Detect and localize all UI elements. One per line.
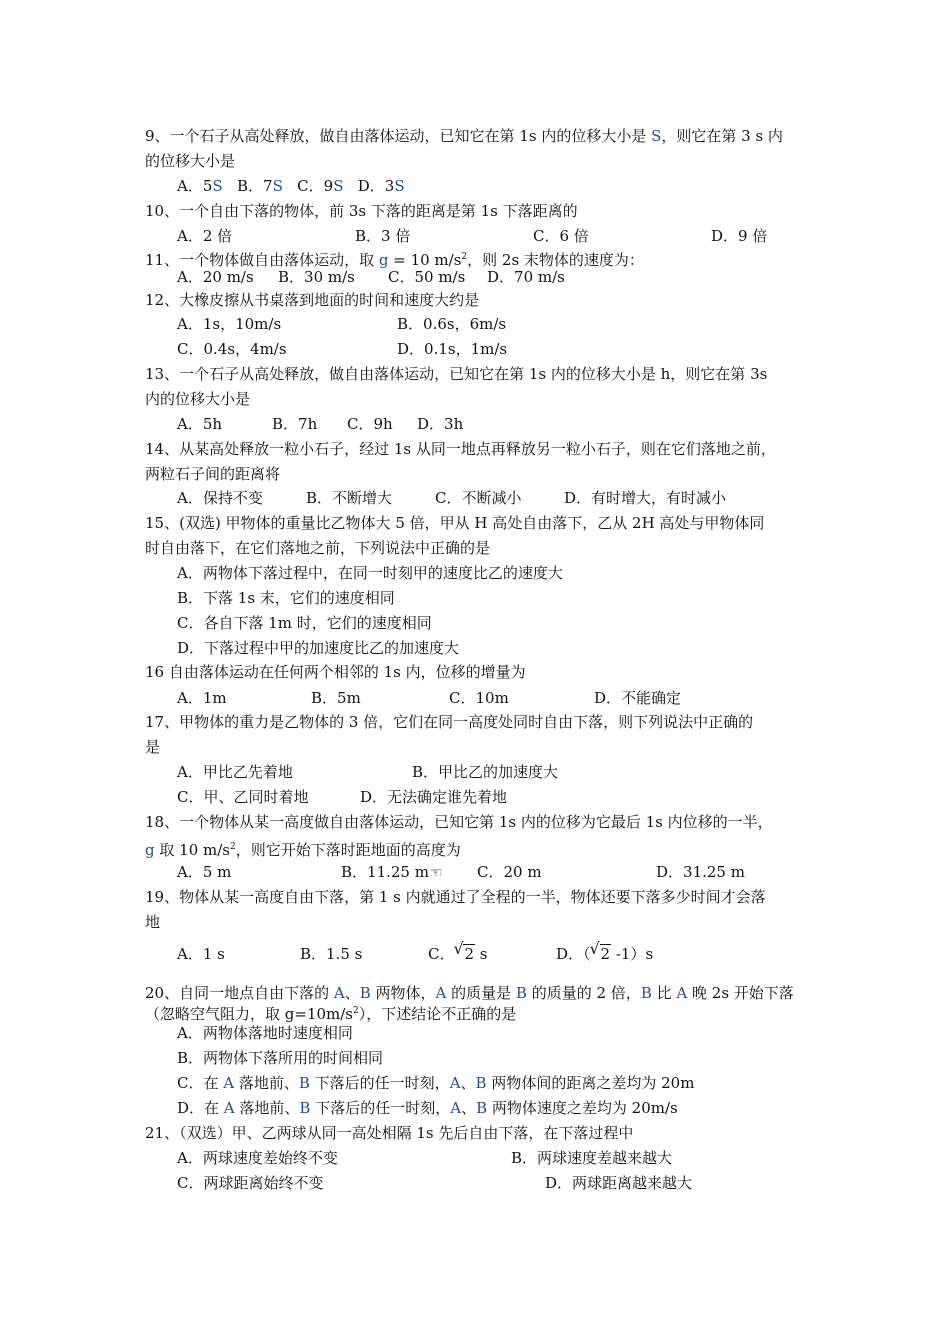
q11-option-b: B．30 m/s [278, 268, 355, 286]
q14-stem-line1: 14、从某高处释放一粒小石子，经过 1s 从同一地点再释放另一粒小石子，则在它们落地之前， [145, 440, 776, 458]
q17-option-d: D．无法确定谁先着地 [360, 788, 508, 806]
q16-option-a: A．1m [177, 689, 227, 707]
q14-option-b: B．不断增大 [306, 489, 393, 507]
q18-option-a: A．5 m [177, 863, 232, 881]
q12-option-c: C．0.4s，4m/s [177, 340, 287, 358]
q16-option-b: B．5m [311, 689, 361, 707]
q15-option-c: C．各自下落 1m 时，它们的速度相同 [177, 614, 432, 632]
q13-option-b: B．7h [272, 415, 318, 433]
q20-stem-line2: （忽略空气阻力，取 $g=10m/s^2$），下述结论不正确的是 [145, 1005, 517, 1023]
q15-stem-line2: 时自由落下，在它们落地之前，下列说法中正确的是 [145, 539, 491, 557]
q15-option-d: D．下落过程中甲的加速度比乙的加速度大 [177, 639, 460, 657]
q15-option-b: B．下落 1s 末，它们的速度相同 [177, 589, 395, 607]
q18-option-d: D．31.25 m [656, 863, 745, 881]
q17-option-b: B．甲比乙的加速度大 [412, 763, 559, 781]
q14-stem-line2: 两粒石子间的距离将 [145, 465, 281, 483]
q10-stem: 10、一个自由下落的物体，前 3s 下落的距离是第 1s 下落距离的 [145, 202, 578, 220]
q16-option-c: C．10m [449, 689, 509, 707]
q15-stem-line1: 15、(双选) 甲物体的重量比乙物体大 5 倍，甲从 H 高处自由落下，乙从 2H 高处与甲物体同 [145, 514, 765, 532]
q10-option-c: C．6 倍 [533, 227, 589, 245]
q19-option-d: D．（√ 2 -1）s [556, 944, 653, 964]
q18-stem-line2: g 取 10 $m/s^2$，则它开始下落时距地面的高度为 [145, 841, 461, 859]
q9-stem-line2: 的位移大小是 [145, 152, 236, 170]
q17-stem-line2: 是 [145, 738, 161, 756]
q19-option-a: A．1 s [177, 945, 225, 963]
q21-option-b: B．两球速度差越来越大 [511, 1149, 673, 1167]
q20-option-c: C．在 A 落地前、B 下落后的任一时刻，A、B 两物体间的距离之差均为 20m [177, 1074, 695, 1092]
q9-stem-line1: 9、一个石子从高处释放，做自由落体运动，已知它在第 1s 内的位移大小是 S，则它在第 3 s 内 [145, 127, 783, 145]
q13-stem-line2: 内的位移大小是 [145, 390, 251, 408]
q20-option-a: A．两物体落地时速度相同 [177, 1024, 353, 1042]
q20-option-b: B．两物体下落所用的时间相同 [177, 1049, 384, 1067]
q9-options: A．5S B．7S C．9S D．3S [177, 177, 405, 195]
q13-option-d: D．3h [417, 415, 464, 433]
q17-stem-line1: 17、甲物体的重力是乙物体的 3 倍，它们在同一高度处同时自由下落，则下列说法中正确的 [145, 713, 754, 731]
q21-option-a: A．两球速度差始终不变 [177, 1149, 338, 1167]
sqrt-symbol: √ 2 [454, 944, 475, 964]
q13-option-a: A．5h [177, 415, 223, 433]
q20-option-d: D．在 A 落地前、B 下落后的任一时刻，A、B 两物体速度之差均为 20m/s [177, 1099, 678, 1117]
q19-option-c: C．√ 2 s [428, 944, 488, 964]
q19-option-b: B．1.5 s [300, 945, 363, 963]
q18-option-b: B．11.25 m☜ [341, 863, 443, 881]
q10-option-d: D．9 倍 [711, 227, 768, 245]
q12-option-d: D．0.1s，1m/s [397, 340, 508, 358]
q21-stem: 21、（双选）甲、乙两球从同一高处相隔 1s 先后自由下落，在下落过程中 [145, 1124, 634, 1142]
q20-stem-line1: 20、自同一地点自由下落的 A、B 两物体，A 的质量是 B 的质量的 2 倍，B 比 A 晚 2s 开始下落 [145, 984, 794, 1002]
q16-option-d: D．不能确定 [594, 689, 682, 707]
q14-option-c: C．不断减小 [435, 489, 522, 507]
q17-option-c: C．甲、乙同时着地 [177, 788, 309, 806]
q13-stem-line1: 13、一个石子从高处释放，做自由落体运动，已知它在第 1s 内的位移大小是 h，则它在第 3s [145, 365, 768, 383]
q11-stem: 11、一个物体做自由落体运动，取 g = 10 $m/s^2$，则 2s 末物体的速度为： [145, 251, 644, 269]
q16-stem: 16 自由落体运动在任何两个相邻的 1s 内，位移的增量为 [145, 663, 526, 681]
q21-option-d: D．两球距离越来越大 [545, 1174, 693, 1192]
q14-option-a: A．保持不变 [177, 489, 263, 507]
q14-option-d: D．有时增大，有时减小 [564, 489, 727, 507]
q11-option-c: C．50 m/s [388, 268, 466, 286]
q12-option-b: B．0.6s，6m/s [397, 315, 507, 333]
q17-option-a: A．甲比乙先着地 [177, 763, 293, 781]
q10-option-a: A．2 倍 [177, 227, 233, 245]
q12-option-a: A．1s，10m/s [177, 315, 282, 333]
q10-option-b: B．3 倍 [355, 227, 411, 245]
q11-option-a: A．20 m/s [177, 268, 254, 286]
q12-stem: 12、大橡皮擦从书桌落到地面的时间和速度大约是 [145, 291, 480, 309]
pointing-hand-icon: ☜ [429, 865, 443, 881]
q19-stem-line2: 地 [145, 913, 161, 931]
q15-option-a: A．两物体下落过程中，在同一时刻甲的速度比乙的速度大 [177, 564, 563, 582]
q18-option-c: C．20 m [477, 863, 542, 881]
q11-option-d: D．70 m/s [487, 268, 565, 286]
q18-stem-line1: 18、一个物体从某一高度做自由落体运动，已知它第 1s 内的位移为它最后 1s 内位移的一半， [145, 813, 773, 831]
q13-option-c: C．9h [347, 415, 393, 433]
q19-stem-line1: 19、物体从某一高度自由下落，第 1 s 内就通过了全程的一半，物体还要下落多少时间才会落 [145, 888, 766, 906]
q21-option-c: C．两球距离始终不变 [177, 1174, 324, 1192]
sqrt-symbol: √ 2 [591, 944, 612, 964]
